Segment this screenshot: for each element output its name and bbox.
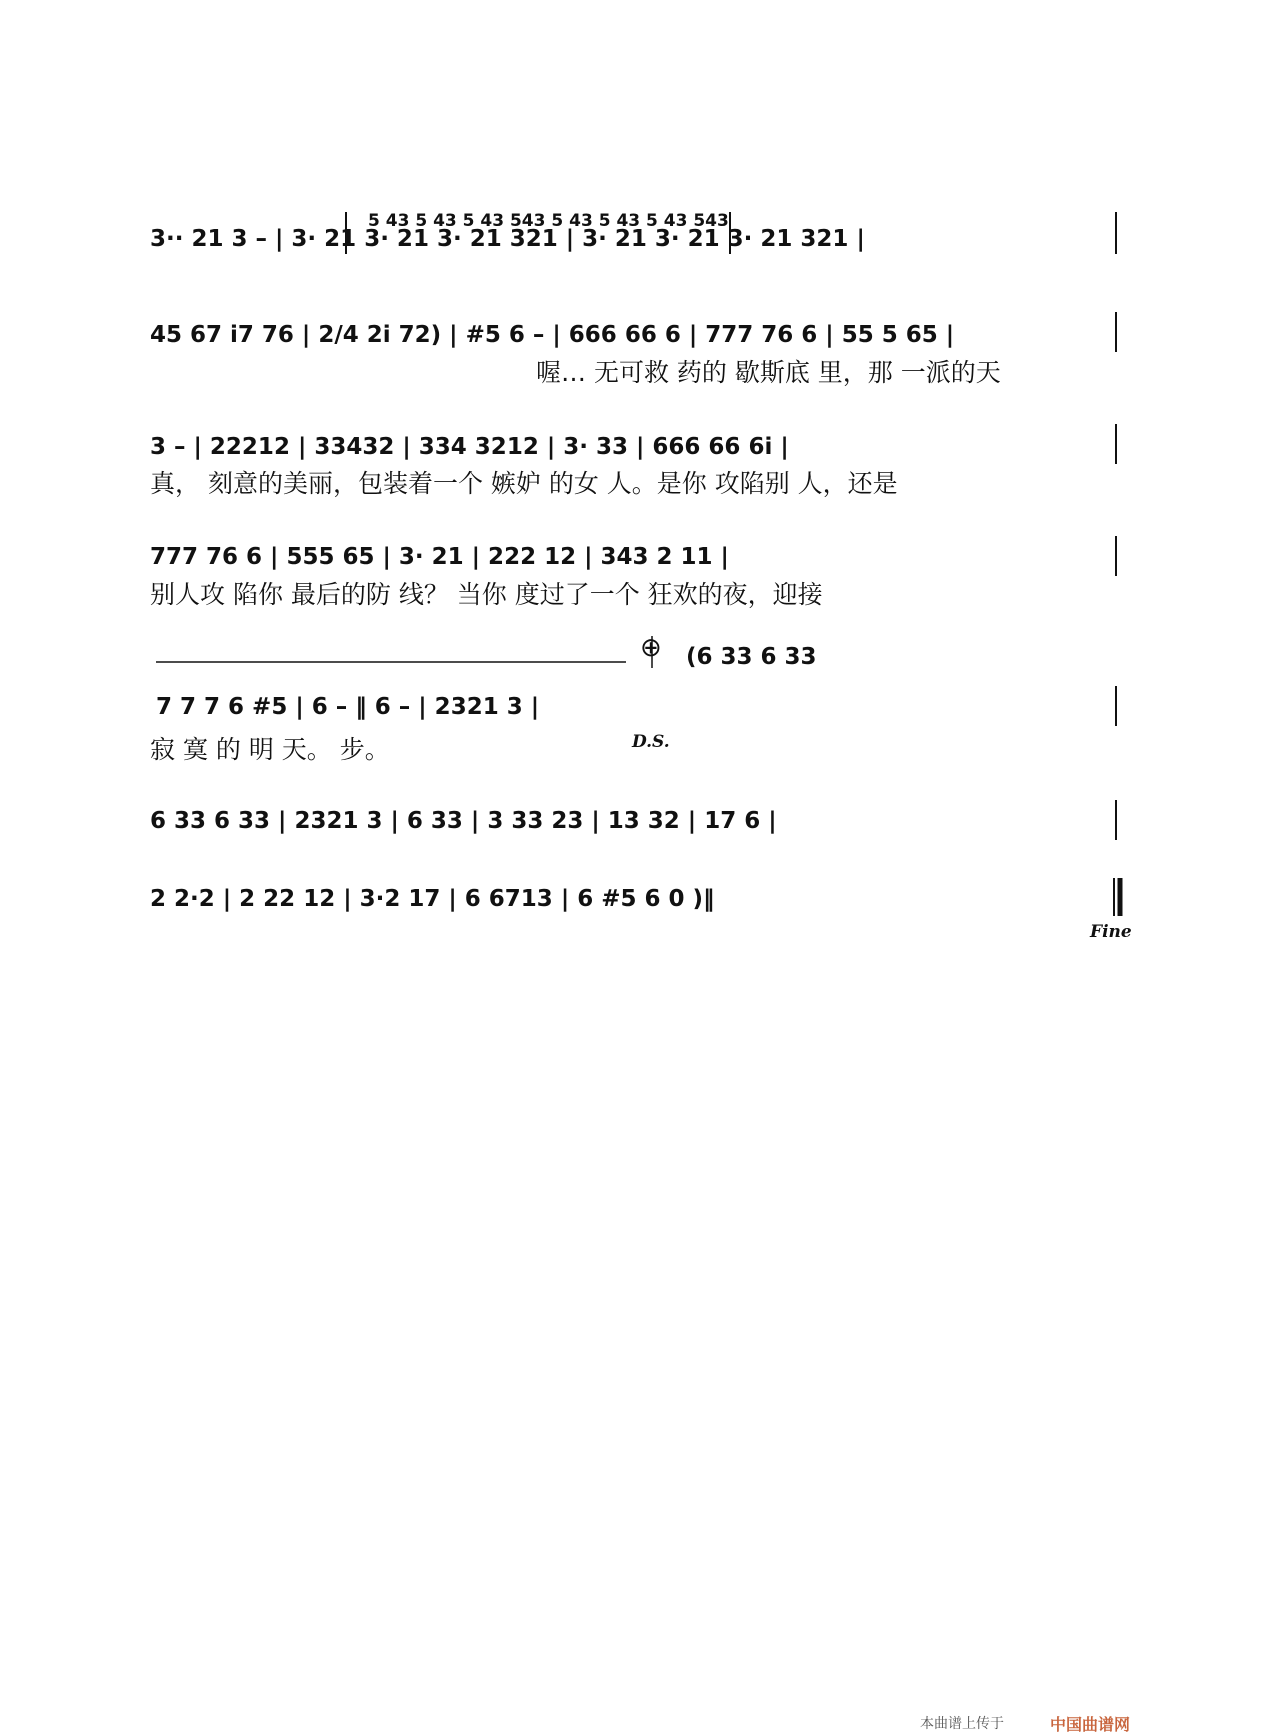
row-3-notes: 3 – | 22212 | 33432 | 334 3212 | 3· 33 | 666 66 6i | bbox=[150, 434, 789, 460]
footer-watermark bbox=[920, 1715, 1130, 1734]
score-row-3 bbox=[150, 424, 1116, 498]
row-1-upper-notes: 5 43 5 43 5 43 543 5 43 5 43 5 43 543 bbox=[368, 211, 729, 231]
row-1-notes: 3·· 21 3 – | 3· 21 3· 21 3· 21 321 | 3· 21 3· 21 3· 21 321 | bbox=[150, 226, 865, 252]
score-row-6 bbox=[150, 800, 1116, 840]
score-row-4 bbox=[150, 536, 1116, 609]
row-3-lyrics: 真， 刻意的美丽，包装着一个 嫉妒 的女 人。是你 攻陷别 人，还是 bbox=[150, 469, 898, 498]
row-5-notes: 7 7 7 6 #5 | 6 – ‖ 6 – | 2321 3 | bbox=[156, 694, 540, 720]
row-4-notes: 777 76 6 | 555 65 | 3· 21 | 222 12 | 343 2 11 | bbox=[150, 544, 729, 570]
coda-sign-icon: ⊕ bbox=[640, 633, 662, 663]
row-6-notes: 6 33 6 33 | 2321 3 | 6 33 | 3 33 23 | 13 32 | 17 6 | bbox=[150, 808, 777, 834]
row-2-lyrics: 喔… 无可救 药的 歇斯底 里，那 一派的天 bbox=[536, 358, 1001, 387]
row-4-lyrics: 别人攻 陷你 最后的防 线？ 当你 度过了一个 狂欢的夜，迎接 bbox=[150, 580, 823, 609]
row-5-upper-notes: (6 33 6 33 bbox=[686, 644, 817, 670]
score-row-1 bbox=[150, 211, 1116, 254]
footer-brand-logo: 中国曲谱网 bbox=[1050, 1715, 1131, 1734]
score-row-7 bbox=[150, 878, 1132, 942]
row-2-notes: 45 67 i7 76 | 2/4 2i 72) | #5 6 – | 666 66 6 | 777 76 6 | 55 5 65 | bbox=[150, 322, 955, 348]
row-7-notes: 2 2·2 | 2 22 12 | 3·2 17 | 6 6713 | 6 #5 6 0 )‖ bbox=[150, 886, 715, 912]
row-5-lyrics: 寂 寞 的 明 天。 步。 bbox=[150, 735, 390, 764]
ds-marking: D.S. bbox=[632, 732, 670, 752]
footer-upload-text: 本曲谱上传于 bbox=[920, 1716, 1004, 1732]
score-row-5 bbox=[150, 633, 1116, 764]
fine-marking: Fine bbox=[1090, 922, 1132, 942]
score-row-2 bbox=[150, 312, 1116, 387]
